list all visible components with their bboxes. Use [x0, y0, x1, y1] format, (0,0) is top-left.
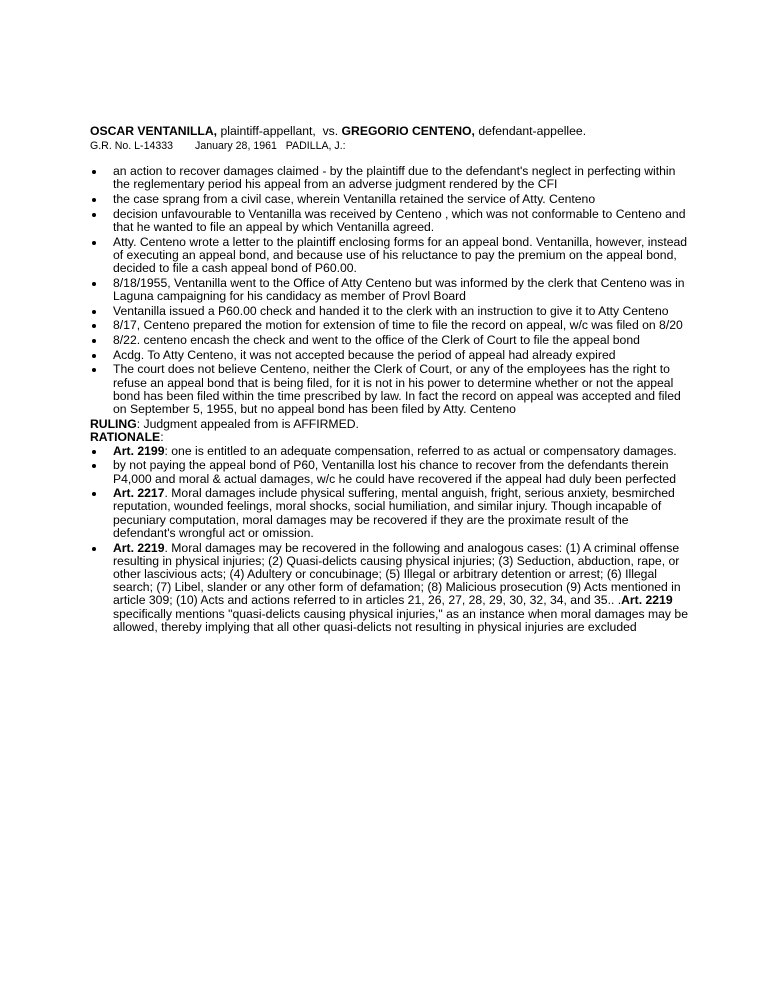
fact-item	[90, 319, 690, 332]
fact-item	[90, 208, 690, 234]
article-reference: Art. 2217	[113, 486, 165, 501]
fact-text: Acdg. To Atty Centeno, it was not accepted because the period of appeal had already expired	[113, 347, 616, 362]
article-reference: Art. 2199	[113, 443, 165, 458]
bullet-icon	[92, 368, 96, 372]
bullet-icon	[92, 170, 96, 174]
fact-text: Ventanilla issued a P60.00 check and handed it to the clerk with an instruction to give it to Atty Centeno	[113, 303, 669, 318]
bullet-icon	[92, 310, 96, 314]
rationale-heading	[90, 431, 690, 445]
rationale-list	[90, 445, 690, 634]
facts-list	[90, 165, 690, 416]
fact-item	[90, 193, 690, 206]
rationale-text: : one is entitled to an adequate compensation, referred to as actual or compensatory damages.	[164, 443, 677, 458]
ruling-label: RULING	[90, 416, 137, 431]
rationale-item	[90, 445, 690, 458]
ruling	[90, 418, 690, 432]
bullet-icon	[92, 282, 96, 286]
fact-item	[90, 349, 690, 362]
gr-number: G.R. No. L-14333	[90, 140, 174, 152]
rationale-colon: :	[160, 430, 164, 445]
bullet-icon	[92, 450, 96, 454]
defendant-role: defendant-appellee.	[478, 124, 587, 138]
bullet-icon	[92, 354, 96, 358]
rationale-text: by not paying the appeal bond of P60, Ventanilla lost his chance to recover from the defendants therein P4,000 and moral & actual damages, w/c he could have recovered if the appeal had duly been perfected	[113, 458, 677, 486]
case-title	[90, 124, 690, 138]
bullet-icon	[92, 324, 96, 328]
bullet-icon	[92, 198, 96, 202]
fact-text: decision unfavourable to Ventanilla was received by Centeno , which was not conformable to Centeno and that he wanted to file an appeal by which Ventanilla agreed.	[113, 206, 686, 234]
article-reference: Art. 2219	[113, 540, 165, 555]
fact-item	[90, 363, 690, 416]
rationale-text: specifically mentions "quasi-delicts causing physical injuries," as an instance when moral damages may be allowed, thereby implying that all other quasi-delicts not resulting in physical injuries are excluded	[113, 606, 688, 634]
bullet-icon	[92, 241, 96, 245]
fact-text: Atty. Centeno wrote a letter to the plaintiff enclosing forms for an appeal bond. Ventanilla, however, instead of executing an appeal bond, and because use of his reluctance to pay the premium on the appeal bond, decided to file a cash appeal bond of P60.00.	[113, 234, 688, 275]
bullet-icon	[92, 492, 96, 496]
rationale-text: . Moral damages include physical suffering, mental anguish, fright, serious anxiety, besmirched reputation, wounded feelings, moral shocks, social humiliation, and similar injury. Though incapable of pecuniary computation, moral damages may be recovered if they are the proximate result of the defendant's wrongful act or omission.	[113, 486, 675, 540]
rationale-label: RATIONALE	[90, 430, 161, 445]
rationale-item	[90, 542, 690, 634]
decision-date: January 28, 1961	[195, 140, 277, 152]
plaintiff-name: OSCAR VENTANILLA,	[90, 124, 218, 138]
ruling-text: : Judgment appealed from is AFFIRMED.	[136, 416, 359, 431]
bullet-icon	[92, 213, 96, 217]
rationale-item	[90, 459, 690, 485]
article-reference: Art. 2219	[621, 593, 673, 608]
fact-text: the case sprang from a civil case, wherein Ventanilla retained the service of Atty. Centeno	[113, 191, 596, 206]
bullet-icon	[92, 339, 96, 343]
fact-item	[90, 165, 690, 191]
bullet-icon	[92, 464, 96, 468]
versus-label: vs.	[322, 124, 339, 138]
bullet-icon	[92, 547, 96, 551]
fact-text: 8/22. centeno encash the check and went to the office of the Clerk of Court to file the appeal bond	[113, 332, 640, 347]
fact-text: an action to recover damages claimed - by the plaintiff due to the defendant's neglect in perfecting within the reglementary period his appeal from an adverse judgment rendered by the CFI	[113, 164, 676, 192]
fact-item	[90, 236, 690, 276]
fact-item	[90, 334, 690, 347]
rationale-text: . Moral damages may be recovered in the following and analogous cases: (1) A criminal offense resulting in physical injuries; (2) Quasi-delicts causing physical injuries; (3) Seduction, abduction, rape, or other lascivious acts; (4) Adultery or concubinage; (5) Illegal or arbitrary detention or arrest; (6) Illegal search; (7) Libel, slander or any other form of defamation; (8) Malicious prosecution (9) Acts mentioned in article 309; (10) Acts and actions referred to in articles 21, 26, 27, 28, 29, 30, 32, 34, and 35.. .	[113, 540, 681, 608]
defendant-name: GREGORIO CENTENO,	[341, 124, 475, 138]
rationale-item	[90, 487, 690, 540]
fact-item	[90, 277, 690, 303]
case-meta	[90, 140, 690, 153]
fact-text: The court does not believe Centeno, neither the Clerk of Court, or any of the employees has the right to refuse an appeal bond that is being filed, for it is not in his power to determine whether or not the appeal bond has been filed within the time prescribed by law. In fact the record on appeal was accepted and filed on September 5, 1955, but no appeal bond has been filed by Atty. Centeno	[113, 362, 681, 416]
fact-text: 8/17, Centeno prepared the motion for extension of time to file the record on appeal, w/c was filed on 8/20	[113, 318, 683, 333]
fact-item	[90, 305, 690, 318]
plaintiff-role: plaintiff-appellant,	[220, 124, 316, 138]
fact-text: 8/18/1955, Ventanilla went to the Office of Atty Centeno but was informed by the clerk that Centeno was in Laguna campaigning for his candidacy as member of Provl Board	[113, 275, 685, 303]
case-digest	[90, 124, 690, 636]
ponente: PADILLA, J.:	[285, 140, 346, 152]
